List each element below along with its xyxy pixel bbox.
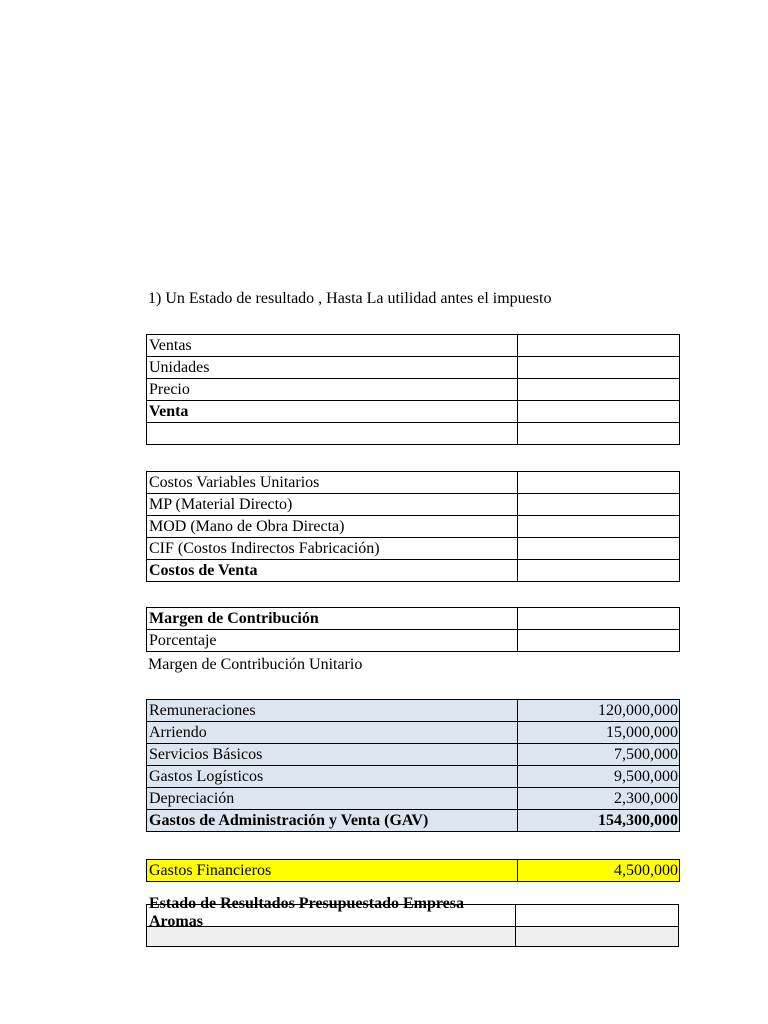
- table-row: [147, 608, 680, 630]
- row-label: Remuneraciones: [147, 700, 518, 722]
- table-row: [147, 401, 680, 423]
- table-row: [147, 494, 680, 516]
- row-label: Arriendo: [147, 722, 518, 744]
- row-label: Depreciación: [147, 788, 518, 810]
- table-row: [147, 516, 680, 538]
- row-label: [147, 423, 518, 445]
- table-row: [147, 472, 680, 494]
- row-label: [147, 895, 516, 930]
- table-row: [147, 423, 680, 445]
- margen-table: [146, 607, 680, 652]
- ventas-table: [146, 334, 680, 445]
- row-value[interactable]: [518, 423, 680, 445]
- row-value[interactable]: 15,000,000: [518, 722, 680, 744]
- row-label: Gastos Financieros: [147, 860, 518, 882]
- estado-title-wrap: [147, 895, 515, 930]
- row-value[interactable]: 120,000,000: [518, 700, 680, 722]
- row-value[interactable]: [516, 927, 679, 947]
- gav-table: [146, 699, 680, 832]
- table-row: [147, 379, 680, 401]
- row-value[interactable]: [516, 905, 679, 927]
- row-value[interactable]: [518, 379, 680, 401]
- table-row: [147, 357, 680, 379]
- row-label: Costos de Venta: [147, 560, 518, 582]
- table-row: [147, 860, 680, 882]
- row-label: Gastos Logísticos: [147, 766, 518, 788]
- estado-title: Estado de Resultados Presupuestado Empresa Aromas: [149, 895, 465, 930]
- row-value[interactable]: [518, 608, 680, 630]
- row-label: Margen de Contribución: [147, 608, 518, 630]
- margen-unitario-label: Margen de Contribución Unitario: [148, 656, 363, 673]
- row-value[interactable]: [518, 472, 680, 494]
- table-row: [147, 722, 680, 744]
- row-value[interactable]: [518, 630, 680, 652]
- table-row: [147, 700, 680, 722]
- row-label: Costos Variables Unitarios: [147, 472, 518, 494]
- row-label: Venta: [147, 401, 518, 423]
- row-label: Servicios Básicos: [147, 744, 518, 766]
- row-label: Gastos de Administración y Venta (GAV): [147, 810, 518, 832]
- estado-table: [146, 895, 679, 947]
- row-value[interactable]: [518, 538, 680, 560]
- row-value[interactable]: 154,300,000: [518, 810, 680, 832]
- row-value[interactable]: [518, 335, 680, 357]
- row-value[interactable]: [518, 516, 680, 538]
- row-value[interactable]: 7,500,000: [518, 744, 680, 766]
- row-value[interactable]: 9,500,000: [518, 766, 680, 788]
- row-label: Porcentaje: [147, 630, 518, 652]
- table-row: [147, 905, 679, 927]
- row-value[interactable]: [518, 357, 680, 379]
- row-label: Ventas: [147, 335, 518, 357]
- question-heading: 1) Un Estado de resultado , Hasta La utilidad antes el impuesto: [148, 290, 552, 307]
- table-row: [147, 335, 680, 357]
- row-value[interactable]: [518, 401, 680, 423]
- row-value[interactable]: [518, 494, 680, 516]
- row-label: MOD (Mano de Obra Directa): [147, 516, 518, 538]
- row-label: CIF (Costos Indirectos Fabricación): [147, 538, 518, 560]
- table-row: [147, 766, 680, 788]
- row-label: MP (Material Directo): [147, 494, 518, 516]
- table-row: [147, 560, 680, 582]
- row-label: Unidades: [147, 357, 518, 379]
- row-value[interactable]: 4,500,000: [518, 860, 680, 882]
- table-row: [147, 744, 680, 766]
- table-row: [147, 630, 680, 652]
- row-label: Precio: [147, 379, 518, 401]
- row-value[interactable]: 2,300,000: [518, 788, 680, 810]
- table-row: [147, 538, 680, 560]
- financieros-table: [146, 859, 680, 882]
- costos-table: [146, 471, 680, 582]
- table-row: [147, 788, 680, 810]
- table-row: [147, 810, 680, 832]
- row-value[interactable]: [518, 560, 680, 582]
